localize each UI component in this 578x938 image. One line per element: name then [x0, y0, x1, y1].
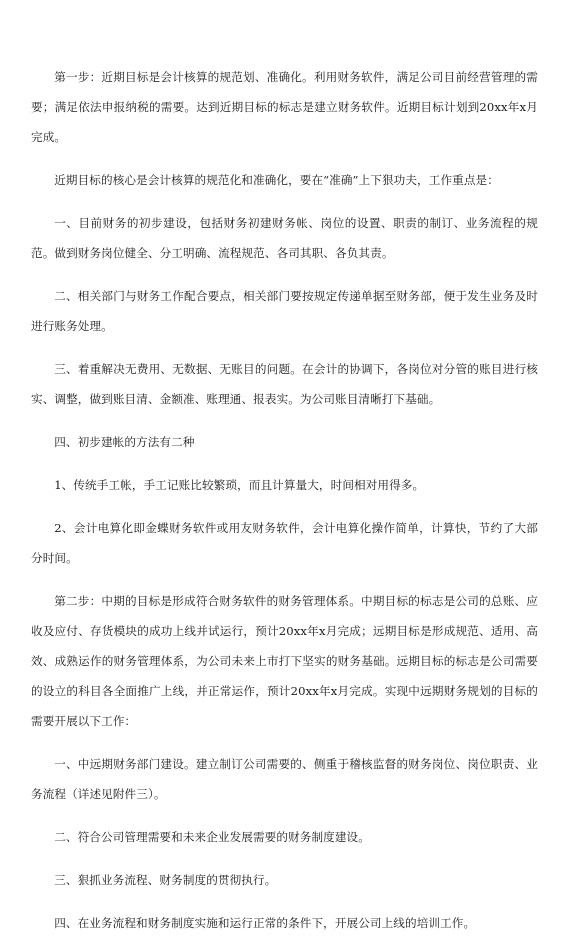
paragraph-method-one: 1、传统手工帐，手工记账比较繁琐，而且计算量大，时间相对用得多。	[54, 478, 425, 492]
paragraph-mid-item-four: 四、在业务流程和财务制度实施和运行正常的条件下，开展公司上线的培训工作。	[54, 916, 476, 930]
paragraph-mid-item-two: 二、符合公司管理需要和未来企业发展需要的财务制度建设。	[54, 830, 370, 844]
paragraph-item-one: 一、目前财务的初步建设，包括财务初建财务帐、岗位的设置、职责的制订、业务流程的规范。做到财务岗位健全、分工明确、流程规范、各司其职、各负其责。	[31, 216, 538, 260]
paragraph-mid-item-three: 三、狠抓业务流程、财务制度的贯彻执行。	[54, 873, 277, 887]
paragraph-step-one: 第一步：近期目标是会计核算的规范划、准确化。利用财务软件，满足公司目前经营管理的需要；满足依法申报纳税的需要。达到近期目标的标志是建立财务软件。近期目标计划到20xx年x月完成。	[31, 70, 538, 144]
paragraph-step-two: 第二步：中期的目标是形成符合财务软件的财务管理体系。中期目标的标志是公司的总账、应收及应付、存货模块的成功上线并试运行，预计20xx年x月完成；远期目标是形成规范、适用、高效、成熟运作的财务管理体系，为公司未来上市打下坚实的财务基础。远期目标的标志是公司需要的设立的科目各全面推广上线，并正常运作，预计20xx年x月完成。实现中远期财务规划的目标的需要开展以下工作：	[31, 594, 538, 728]
paragraph-method-two: 2、会计电算化即金蝶财务软件或用友财务软件，会计电算化操作简单，计算快，节约了大部分时间。	[31, 521, 538, 565]
paragraph-item-two: 二、相关部门与财务工作配合要点，相关部门要按规定传递单据至财务部，便于发生业务及时进行账务处理。	[31, 289, 538, 333]
paragraph-item-three: 三、着重解决无费用、无数据、无账目的问题。在会计的协调下，各岗位对分管的账目进行核实、调整，做到账目清、金额准、账理通、报表实。为公司账目清晰打下基础。	[31, 362, 538, 406]
paragraph-mid-item-one: 一、中远期财务部门建设。建立制订公司需要的、侧重于稽核监督的财务岗位、岗位职责、业务流程（详述见附件三）。	[31, 757, 538, 801]
paragraph-item-four: 四、初步建帐的方法有二种	[54, 435, 195, 449]
paragraph-near-term-core: 近期目标的核心是会计核算的规范化和准确化，要在“准确”上下狠功夫，工作重点是：	[54, 173, 499, 187]
